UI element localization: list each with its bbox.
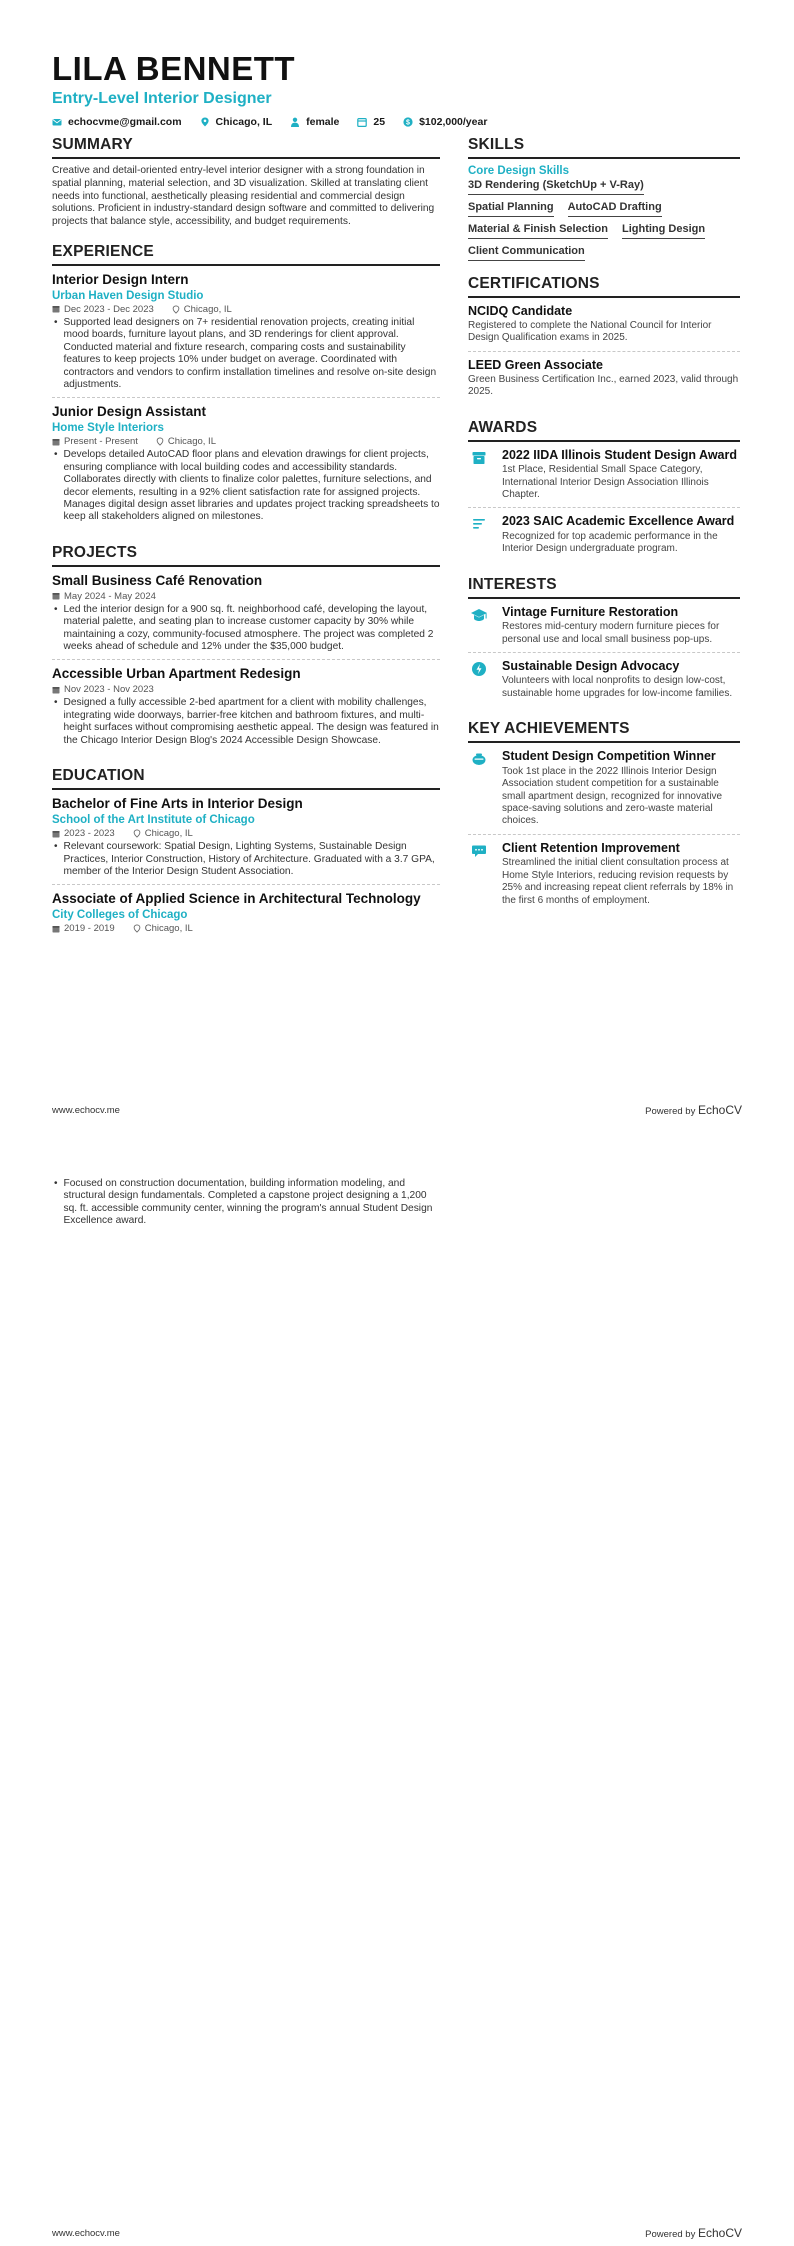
certifications-title: CERTIFICATIONS: [468, 275, 740, 298]
contact-email[interactable]: [52, 116, 182, 128]
interest-body: [502, 659, 740, 700]
job-meta: [52, 304, 440, 315]
company-name: Home Style Interiors: [52, 422, 164, 435]
footer-website[interactable]: www.echocv.me: [52, 2227, 120, 2239]
job-meta: [52, 436, 440, 447]
achievement-title: Student Design Competition Winner: [502, 749, 716, 764]
page-footer: [52, 2226, 742, 2240]
footer-powered: [645, 1103, 742, 1117]
achievement-desc: Streamlined the initial client consultation process at Home Style Interiors, reducing revision requests by 25% and increasing repeat client referrals by 18% in the first 6 months of employment.: [502, 857, 734, 906]
summary-text: Creative and detail-oriented entry-level interior designer with a strong foundation in spatial planning, material selection, and 3D visualization. Skilled at translating client needs into functional, aesthetically pleasing residential and commercial design solutions. Proficient in industry-standard design software and committed to delivering projects that balance style, accessibility, and budget requirements.: [52, 165, 435, 228]
archive-box-icon: [468, 448, 490, 470]
skill-tag: Lighting Design: [622, 223, 705, 239]
award-body: [502, 448, 740, 502]
footer-website[interactable]: www.echocv.me: [52, 1104, 120, 1116]
calendar-icon: [357, 117, 367, 127]
interest-title: Sustainable Design Advocacy: [502, 658, 680, 673]
email-icon: [52, 117, 62, 127]
achievement-body: [502, 749, 740, 828]
contact-gender-text: female: [306, 116, 340, 128]
bullet-dot: •: [54, 841, 58, 853]
candidate-name: LILA BENNETT: [52, 50, 296, 87]
location-pin-icon: [172, 305, 180, 314]
list-lines-icon: [468, 514, 490, 536]
achievement-desc: Took 1st place in the 2022 Illinois Interior Design Association student competition for a sustainable small apartment design, recognized for innovative space-saving solutions and zero-waste material choices.: [502, 765, 723, 827]
location-pin-icon: [133, 829, 141, 838]
award-entry: [468, 514, 740, 561]
certifications-section: [468, 275, 740, 405]
calendar-icon: [52, 305, 60, 313]
bullet-dot: •: [54, 697, 58, 709]
svg-text:$: $: [406, 119, 411, 127]
bullet-dot: •: [54, 316, 58, 328]
job-bullet-text: Supported lead designers on 7+ residential renovation projects, creating initial mood boards, furniture layout plans, and 3D renderings for client approval. Conducted material and fixture research, comparing costs and sustainability features to keep projects 10% under budget on average. Coordinated with contractors and vendors to confirm installation timelines and resolve on-site design adjustments.: [63, 316, 437, 391]
bolt-circle-icon: [468, 659, 490, 681]
education-date: [52, 828, 115, 839]
education-meta: [52, 923, 440, 934]
education-date-text: 2019 - 2019: [64, 923, 115, 935]
skill-tag: Material & Finish Selection: [468, 223, 608, 239]
location-pin-icon: [156, 437, 164, 446]
company-name: Urban Haven Design Studio: [52, 289, 204, 302]
achievement-entry: [468, 841, 740, 913]
project-title: Small Business Café Renovation: [52, 572, 263, 588]
calendar-icon: [52, 592, 60, 600]
interest-desc: Restores mid-century modern furniture pieces for personal use and local small business pop-ups.: [502, 621, 720, 645]
job-date-text: Dec 2023 - Dec 2023: [64, 303, 154, 315]
right-column: [468, 136, 740, 927]
job-date: [52, 436, 138, 447]
skill-tag: 3D Rendering (SketchUp + V-Ray): [468, 179, 644, 195]
job-location-text: Chicago, IL: [183, 303, 232, 315]
certification-entry: [468, 304, 740, 352]
job-location: [172, 304, 232, 315]
footer-powered-label: Powered by: [645, 1106, 696, 1117]
job-location-text: Chicago, IL: [167, 436, 216, 448]
project-date-text: Nov 2023 - Nov 2023: [64, 684, 154, 696]
interest-body: [502, 605, 740, 646]
achievement-body: [502, 841, 740, 907]
education-location-text: Chicago, IL: [144, 923, 193, 935]
certification-title: NCIDQ Candidate: [468, 304, 573, 318]
education-location-text: Chicago, IL: [144, 828, 193, 840]
education-bullet: [52, 841, 440, 878]
education-entry: [52, 891, 440, 940]
certification-entry: [468, 358, 740, 405]
achievements-section: [468, 720, 740, 913]
project-title: Accessible Urban Apartment Redesign: [52, 666, 301, 682]
experience-section: [52, 243, 440, 530]
bullet-dot: •: [54, 603, 58, 615]
job-bullet: [52, 317, 440, 391]
education-bullet-text: Focused on construction documentation, building information modeling, and structural design fundamentals. Completed a capstone project designing a 1,200 sq. ft. accessible community center, winning the program's annual Student Design Excellence award.: [63, 1178, 433, 1227]
education-continuation: [52, 1176, 440, 1228]
interests-section: [468, 576, 740, 707]
skill-tag: Client Communication: [468, 245, 585, 261]
salary-icon: [403, 117, 413, 127]
projects-section: [52, 544, 440, 753]
person-icon: [290, 117, 300, 127]
skill-tag: AutoCAD Drafting: [568, 201, 662, 217]
contact-location: [200, 116, 273, 128]
awards-title: AWARDS: [468, 419, 740, 442]
education-date: [52, 923, 115, 934]
location-pin-icon: [133, 924, 141, 933]
project-bullet: [52, 697, 440, 747]
page-footer: [52, 1103, 742, 1117]
achievement-title: Client Retention Improvement: [502, 840, 680, 855]
award-desc: 1st Place, Residential Small Space Category, International Interior Design Association Illinois Chapter.: [502, 464, 709, 500]
project-meta: [52, 684, 440, 695]
contact-age-text: 25: [373, 116, 386, 128]
project-bullet-text: Led the interior design for a 900 sq. ft. neighborhood café, developing the layout, material palette, and seating plan to increase customer capacity by 30% while maintaining a cozy, community-focused atmosphere. The project was completed 2 weeks ahead of schedule and 12% under the $35,000 budget.: [63, 603, 434, 653]
achievements-title: KEY ACHIEVEMENTS: [468, 720, 740, 743]
left-column: [52, 136, 440, 954]
school-name: City Colleges of Chicago: [52, 909, 188, 922]
job-date-text: Present - Present: [64, 436, 138, 448]
education-bullet: [52, 1178, 440, 1228]
award-desc: Recognized for top academic performance in the Interior Design undergraduate program.: [502, 530, 718, 555]
award-title: 2022 IIDA Illinois Student Design Award: [502, 447, 738, 462]
job-title: Junior Design Assistant: [52, 404, 207, 420]
graduation-cap-icon: [468, 605, 490, 627]
footer-powered-label: Powered by: [645, 2229, 696, 2240]
experience-title: EXPERIENCE: [52, 243, 440, 266]
certification-desc: Green Business Certification Inc., earned 2023, valid through 2025.: [468, 373, 739, 398]
interests-title: INTERESTS: [468, 576, 740, 599]
experience-entry: [52, 272, 440, 398]
summary-section: [52, 136, 440, 229]
skills-subtitle: Core Design Skills: [468, 165, 569, 177]
project-date-text: May 2024 - May 2024: [64, 590, 156, 602]
piggy-bank-icon: [468, 749, 490, 771]
education-location: [133, 828, 193, 839]
summary-title: SUMMARY: [52, 136, 440, 159]
award-entry: [468, 448, 740, 509]
award-title: 2023 SAIC Academic Excellence Award: [502, 514, 735, 529]
project-meta: [52, 591, 440, 602]
certification-title: LEED Green Associate: [468, 357, 604, 372]
calendar-icon: [52, 438, 60, 446]
job-bullet: [52, 449, 440, 523]
skill-tag: Spatial Planning: [468, 201, 554, 217]
job-bullet-text: Develops detailed AutoCAD floor plans and elevation drawings for client projects, ensuring compliance with local building codes and accessibility standards. Collaborates directly with clients to finalize color palettes, furniture selections, and decor elements, resulting in a 92% client satisfaction rate for assigned projects. Manages digital design asset libraries and updates project tracking spreadsheets to keep all stakeholders aligned on milestones.: [63, 449, 440, 523]
degree-title: Associate of Applied Science in Architectural Technology: [52, 891, 421, 907]
education-section: [52, 767, 440, 940]
interest-title: Vintage Furniture Restoration: [502, 604, 679, 619]
calendar-icon: [52, 925, 60, 933]
project-date: [52, 591, 156, 602]
degree-title: Bachelor of Fine Arts in Interior Design: [52, 796, 303, 812]
contact-gender: [290, 116, 339, 128]
project-entry: [52, 573, 440, 661]
project-entry: [52, 666, 440, 753]
resume-header: [52, 50, 742, 128]
project-bullet: [52, 604, 440, 654]
contact-salary-text: $102,000/year: [419, 116, 488, 128]
footer-brand[interactable]: EchoCV: [697, 2226, 742, 2240]
job-title: Interior Design Intern: [52, 271, 189, 287]
project-bullet-text: Designed a fully accessible 2-bed apartment for a client with mobility challenges, integrating wide doorways, barrier-free kitchen and bathroom fixtures, and multi-height surfaces without compromising aesthetic appeal. The design was featured in the Chicago Interior Design Blog's 2024 Accessible Design Showcase.: [63, 697, 439, 746]
education-bullet-text: Relevant coursework: Spatial Design, Lighting Systems, Sustainable Design Practices, Interior Construction, History of Architecture. Graduated with a 3.7 GPA, member of the Interior Design Student Association.: [63, 841, 435, 877]
awards-section: [468, 419, 740, 562]
achievement-entry: [468, 749, 740, 835]
candidate-role: Entry-Level Interior Designer: [52, 90, 272, 107]
certification-desc: Registered to complete the National Council for Interior Design Qualification exams in 2025.: [468, 320, 712, 344]
job-location: [156, 436, 216, 447]
resume-page-2: [0, 1123, 794, 2246]
education-entry: [52, 796, 440, 885]
school-name: School of the Art Institute of Chicago: [52, 814, 255, 827]
skills-section: [468, 136, 740, 261]
skills-title: SKILLS: [468, 136, 740, 159]
footer-brand[interactable]: EchoCV: [697, 1103, 742, 1117]
footer-powered: [645, 2226, 742, 2240]
calendar-icon: [52, 830, 60, 838]
contact-age: [357, 116, 385, 128]
project-date: [52, 684, 154, 695]
contact-salary: [403, 116, 487, 128]
education-meta: [52, 828, 440, 839]
experience-entry: [52, 404, 440, 529]
education-location: [133, 923, 193, 934]
skills-list: [468, 179, 740, 261]
location-pin-icon: [200, 117, 210, 127]
job-date: [52, 304, 154, 315]
contact-row: [52, 116, 742, 128]
projects-title: PROJECTS: [52, 544, 440, 567]
education-title: EDUCATION: [52, 767, 440, 790]
contact-location-text: Chicago, IL: [215, 116, 273, 128]
award-body: [502, 514, 740, 555]
contact-email-text: echocvme@gmail.com: [68, 116, 182, 128]
interest-desc: Volunteers with local nonprofits to design low-cost, sustainable home upgrades for low-income families.: [502, 675, 733, 699]
chat-bubble-icon: [468, 841, 490, 863]
calendar-icon: [52, 686, 60, 694]
interest-entry: [468, 659, 740, 706]
bullet-dot: •: [54, 449, 58, 461]
education-date-text: 2023 - 2023: [64, 828, 115, 840]
interest-entry: [468, 605, 740, 653]
bullet-dot: •: [54, 1178, 58, 1189]
